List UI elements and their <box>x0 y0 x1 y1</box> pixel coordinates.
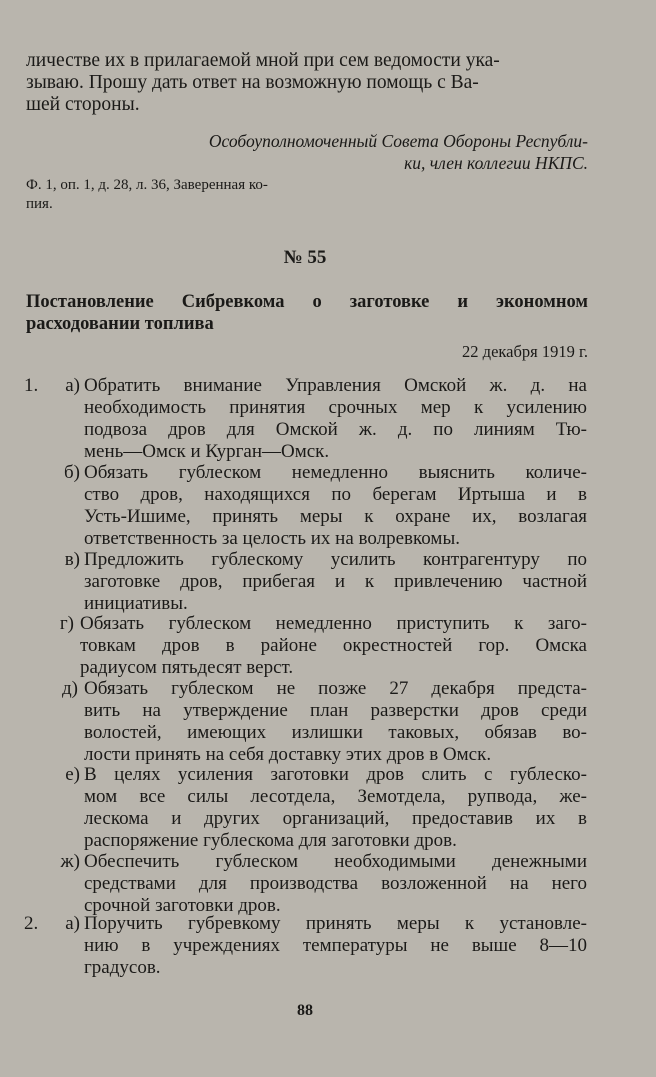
item-line: инициативы. <box>84 593 188 614</box>
page-number: 88 <box>297 1002 313 1019</box>
signature-line: ки, член коллегии НКПС. <box>404 153 588 173</box>
title-line: расходовании топлива <box>26 314 214 334</box>
item-letter: а) <box>65 913 80 934</box>
item-line: В целях усиления заготовки дров слить с гублеско- <box>84 764 587 785</box>
item-line: ответственность за целость их на волревкомы. <box>84 528 460 549</box>
item-line: вить на утверждение план разверстки дров среди <box>84 700 587 721</box>
item-line: подвоза дров для Омской ж. д. по линиям Тю- <box>84 419 587 440</box>
item-line: Обеспечить гублеском необходимыми денежными <box>84 851 587 872</box>
item-line: лости принять на себя доставку этих дров в Омск. <box>84 744 492 765</box>
item-text <box>84 913 587 979</box>
title-line: Постановление Сибревкома о заготовке и экономном <box>26 292 588 312</box>
item-line: Обязать гублеском немедленно приступить к заго- <box>80 613 587 634</box>
item-text <box>84 851 587 917</box>
archive-reference <box>26 176 346 214</box>
item-line: лескома и других организаций, предоставив их в <box>84 808 587 829</box>
item-letter: в) <box>64 549 80 570</box>
document-date: 22 декабря 1919 г. <box>462 342 588 361</box>
signature <box>148 130 588 174</box>
item-line: мом все силы лесотдела, Земотдела, рупвода, же- <box>84 786 587 807</box>
item-letter: а) <box>65 375 80 396</box>
item-text <box>84 764 587 852</box>
item-letter: е) <box>65 764 80 785</box>
item-text <box>84 375 587 463</box>
item-letter: б) <box>64 462 80 483</box>
item-line: волостей, имеющих излишки таковых, обязав во- <box>84 722 587 743</box>
item-line: товкам дров в районе окрестностей гор. Омска <box>80 635 587 656</box>
item-line: ство дров, находящихся по берегам Иртыша и в <box>84 484 587 505</box>
item-line: Обратить внимание Управления Омской ж. д. на <box>84 375 587 396</box>
item-text <box>84 678 587 766</box>
item-text <box>84 549 587 615</box>
item-line: градусов. <box>84 957 161 978</box>
intro-line: шей стороны. <box>26 94 140 115</box>
item-letter: г) <box>59 613 74 634</box>
item-line: Поручить губревкому принять меры к установле- <box>84 913 587 934</box>
intro-line: зываю. Прошу дать ответ на возможную помощь с Ва- <box>26 72 479 93</box>
item-number: 2. <box>24 913 39 934</box>
document-title <box>26 291 588 335</box>
archive-line: пия. <box>26 196 53 212</box>
item-line: Предложить гублескому усилить контрагентуру по <box>84 549 587 570</box>
item-text <box>84 462 587 550</box>
signature-line: Особоуполномоченный Совета Обороны Республи- <box>208 131 588 151</box>
archive-line: Ф. 1, оп. 1, д. 28, л. 36, Заверенная ко- <box>26 177 268 193</box>
intro-paragraph <box>26 50 588 116</box>
item-line: радиусом пятьдесят верст. <box>80 657 294 678</box>
item-line: средствами для производства возложенной на него <box>84 873 587 894</box>
item-number: 1. <box>24 375 39 396</box>
item-line: заготовке дров, прибегая и к привлечению частной <box>84 571 587 592</box>
document-number: № 55 <box>283 247 327 268</box>
item-line: нию в учреждениях температуры не выше 8—10 <box>84 935 587 956</box>
item-line: распоряжение гублескома для заготовки дров. <box>84 830 457 851</box>
item-line: Обязать гублеском не позже 27 декабря предста- <box>84 678 587 699</box>
item-line: срочной заготовки дров. <box>84 895 281 916</box>
item-letter: д) <box>62 678 78 699</box>
item-line: Усть-Ишиме, принять меры к охране их, возлагая <box>84 506 587 527</box>
item-text <box>80 613 587 679</box>
intro-line: личестве их в прилагаемой мной при сем ведомости ука- <box>26 50 500 71</box>
item-letter: ж) <box>60 851 80 872</box>
item-line: необходимость принятия срочных мер к усилению <box>84 397 587 418</box>
item-line: Обязать гублеском немедленно выяснить количе- <box>84 462 587 483</box>
item-line: мень—Омск и Курган—Омск. <box>84 441 330 462</box>
